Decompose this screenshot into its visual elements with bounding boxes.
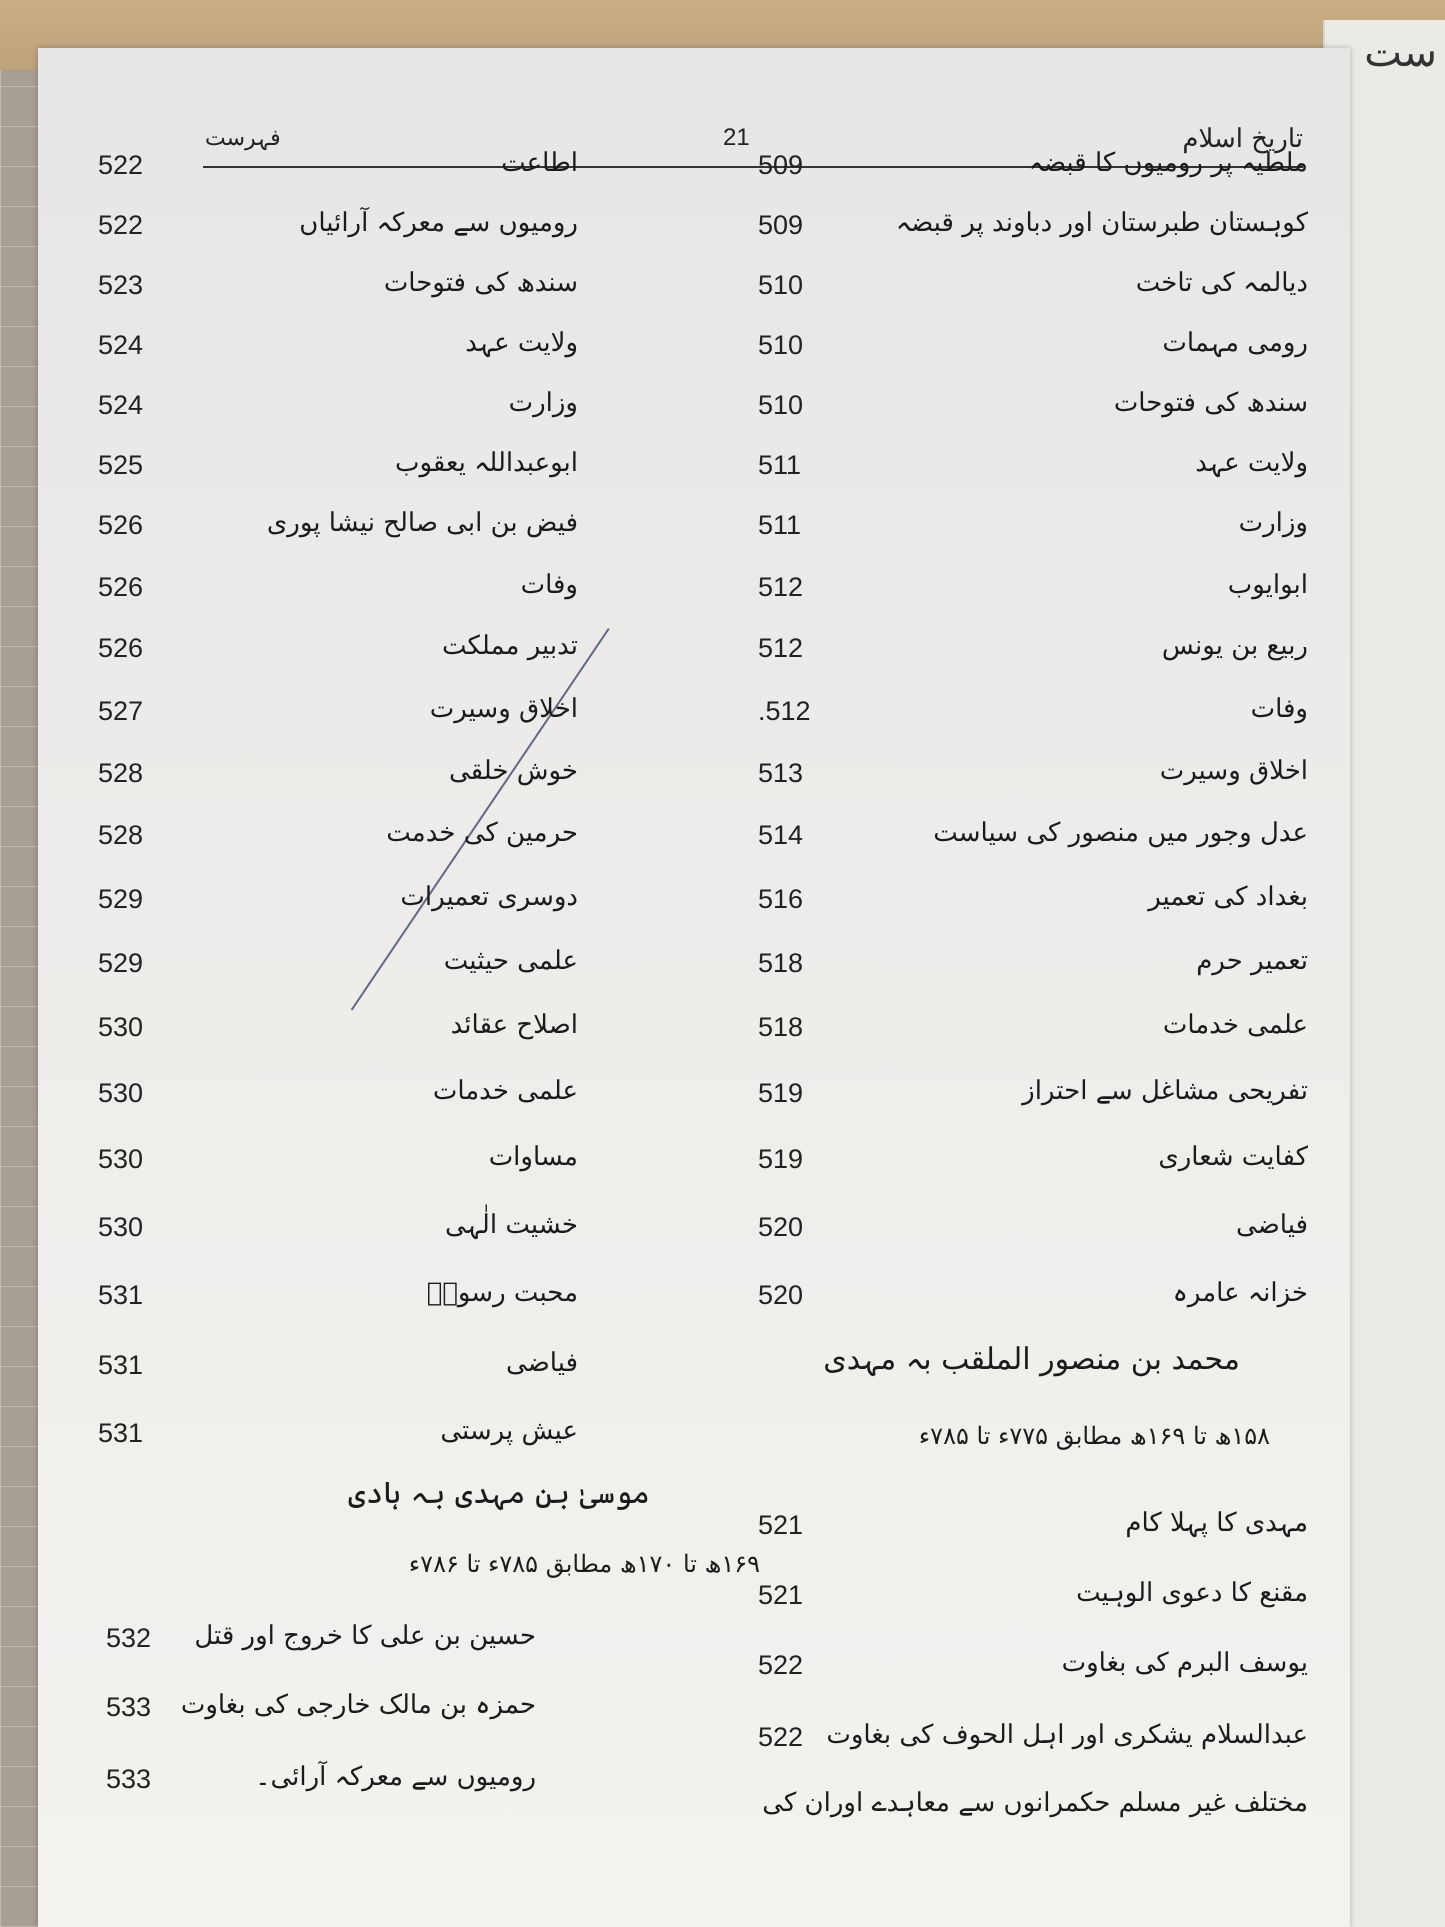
entry-page: 532 xyxy=(106,1623,152,1653)
entry-title: علمی خدمات xyxy=(1162,1010,1308,1040)
entry-title: وفات xyxy=(520,570,578,600)
entry-page: 526 xyxy=(98,510,144,540)
section-label: فہرست xyxy=(205,126,281,151)
entry-page: 519 xyxy=(758,1078,804,1108)
entry-title: وفات xyxy=(1250,694,1308,724)
toc-entry[interactable] xyxy=(98,1010,1298,1050)
entry-page: 514 xyxy=(758,820,804,850)
toc-entry[interactable] xyxy=(106,1762,1306,1802)
entry-title: عدل وجور میں منصور کی سیاست xyxy=(933,818,1308,848)
toc-entry[interactable] xyxy=(98,1278,1298,1318)
entry-title: رومیوں سے معرکہ آرائی۔ xyxy=(255,1762,536,1792)
entry-page: 528 xyxy=(98,758,144,788)
next-page-fragment: ست xyxy=(1364,30,1437,76)
toc-entry[interactable] xyxy=(98,148,1298,188)
entry-page: 511 xyxy=(758,450,802,480)
toc-entry[interactable] xyxy=(98,1142,1298,1182)
entry-page: 522 xyxy=(98,150,144,180)
entry-page: 519 xyxy=(758,1144,804,1174)
toc-entry[interactable] xyxy=(98,946,1298,986)
entry-page: 512 xyxy=(758,633,804,663)
entry-title: فیض بن ابی صالح نیشا پوری xyxy=(266,508,578,538)
section-dates: ۱۵۸ھ تا ۱۶۹ھ مطابق ۷۷۵ء تا ۷۸۵ء xyxy=(918,1422,1270,1450)
entry-title: ربیع بن یونس xyxy=(1161,631,1308,661)
entry-title: ابوعبداللہ یعقوب xyxy=(395,448,578,478)
toc-entry[interactable] xyxy=(98,388,1298,428)
entry-page: 530 xyxy=(98,1078,144,1108)
entry-title: بغداد کی تعمیر xyxy=(1148,882,1308,912)
toc-entry[interactable] xyxy=(98,208,1298,248)
entry-page: 526 xyxy=(98,572,144,602)
entry-title: تدبیر مملکت xyxy=(441,631,578,661)
entry-title: حمزہ بن مالک خارجی کی بغاوت xyxy=(180,1690,536,1720)
entry-title: اصلاح عقائد xyxy=(450,1010,578,1040)
entry-title: عیش پرستی xyxy=(440,1416,578,1446)
toc-entry[interactable] xyxy=(98,1210,1298,1250)
entry-title: حرمین کی خدمت xyxy=(386,818,578,848)
book-title: تاریخ اسلام xyxy=(1182,124,1303,154)
entry-title: خشیت الٰہی xyxy=(445,1210,578,1240)
entry-title: ملطیہ پر رومیوں کا قبضہ xyxy=(1028,148,1308,178)
entry-title: مقنع کا دعوی الوہیت xyxy=(1076,1578,1308,1608)
toc-entry[interactable] xyxy=(98,694,1298,734)
entry-page: 518 xyxy=(758,948,804,978)
entry-page: 527 xyxy=(98,696,144,726)
entry-page: 533 xyxy=(106,1692,152,1722)
entry-page: 521 xyxy=(758,1510,804,1540)
entry-title: کفایت شعاری xyxy=(1158,1142,1308,1172)
entry-page: 533 xyxy=(106,1764,152,1794)
entry-page: 509 xyxy=(758,210,804,240)
entry-page: 526 xyxy=(98,633,144,663)
entry-title: دیالمہ کی تاخت xyxy=(1135,268,1308,298)
entry-page: 510 xyxy=(758,270,804,300)
entry-page: 530 xyxy=(98,1212,144,1242)
entry-page: 516 xyxy=(758,884,804,914)
toc-entry[interactable] xyxy=(98,570,1298,610)
entry-title: ابوایوب xyxy=(1227,570,1308,600)
entry-title: سندھ کی فتوحات xyxy=(1113,388,1308,418)
entry-title: عبدالسلام یشکری اور اہل الحوف کی بغاوت xyxy=(826,1720,1308,1750)
entry-page: 523 xyxy=(98,270,144,300)
entry-title: خوش خلقی xyxy=(448,756,578,786)
entry-page: 510 xyxy=(758,390,804,420)
toc-entry[interactable] xyxy=(98,1076,1298,1116)
entry-title: رومی مہمات xyxy=(1162,328,1308,358)
entry-page: 522 xyxy=(758,1722,804,1752)
entry-title: ولایت عہد xyxy=(1195,448,1308,478)
entry-title: محبت رسولؐ xyxy=(426,1278,578,1308)
entry-page: 531 xyxy=(98,1418,144,1448)
entry-page: 524 xyxy=(98,390,144,420)
entry-page: 513 xyxy=(758,758,804,788)
book-page xyxy=(38,48,1350,1927)
toc-entry[interactable] xyxy=(758,1508,1308,1548)
toc-entry[interactable] xyxy=(98,882,1298,922)
entry-title: رومیوں سے معرکہ آرائیاں xyxy=(299,208,578,238)
toc-entry[interactable] xyxy=(106,1690,1306,1730)
entry-title: تعمیر حرم xyxy=(1196,946,1308,976)
toc-entry[interactable] xyxy=(106,1621,1306,1661)
entry-title: ولایت عہد xyxy=(465,328,578,358)
toc-entry[interactable] xyxy=(98,448,1298,488)
entry-page: 510 xyxy=(758,330,804,360)
entry-title: کوہستان طبرستان اور دباوند پر قبضہ xyxy=(895,208,1308,238)
entry-title: مختلف غیر مسلم حکمرانوں سے معاہدے اوران کی xyxy=(762,1788,1308,1818)
entry-page: 530 xyxy=(98,1012,144,1042)
toc-entry[interactable] xyxy=(98,756,1298,796)
entry-title: مہدی کا پہلا کام xyxy=(1125,1508,1308,1538)
entry-page: 520 xyxy=(758,1280,804,1310)
entry-title: اطاعت xyxy=(501,148,578,178)
entry-page: 522 xyxy=(758,1650,804,1680)
entry-page: 531 xyxy=(98,1350,144,1380)
entry-page: 524 xyxy=(98,330,144,360)
entry-page: .512 xyxy=(758,696,811,726)
entry-title: یوسف البرم کی بغاوت xyxy=(1061,1648,1308,1678)
entry-page: 525 xyxy=(98,450,144,480)
section-heading: موسیٰ بن مہدی بہ ہادی xyxy=(348,1476,650,1511)
entry-page: 511 xyxy=(758,510,802,540)
entry-page: 529 xyxy=(98,884,144,914)
entry-title: علمی حیثیت xyxy=(443,946,578,976)
entry-title: علمی خدمات xyxy=(432,1076,578,1106)
entry-title: وزارت xyxy=(508,388,578,418)
toc-entry[interactable] xyxy=(98,328,1298,368)
toc-entry[interactable] xyxy=(758,1578,1308,1618)
entry-page: 531 xyxy=(98,1280,144,1310)
toc-entry[interactable] xyxy=(98,631,1298,671)
entry-title: مساوات xyxy=(488,1142,578,1172)
entry-title: دوسری تعمیرات xyxy=(400,882,578,912)
entry-title: اخلاق وسیرت xyxy=(1159,756,1308,786)
toc-entry[interactable] xyxy=(98,508,1298,548)
entry-page: 529 xyxy=(98,948,144,978)
entry-title: خزانہ عامرہ xyxy=(1172,1278,1308,1308)
entry-title: تفریحی مشاغل سے احتراز xyxy=(1022,1076,1308,1106)
entry-page: 518 xyxy=(758,1012,804,1042)
page-number: 21 xyxy=(723,124,750,151)
entry-page: 522 xyxy=(98,210,144,240)
toc-entry[interactable] xyxy=(98,268,1298,308)
entry-page: 528 xyxy=(98,820,144,850)
section-dates: ۱۶۹ھ تا ۱۷۰ھ مطابق ۷۸۵ء تا ۷۸۶ء xyxy=(408,1550,760,1578)
entry-page: 512 xyxy=(758,572,804,602)
entry-title: سندھ کی فتوحات xyxy=(383,268,578,298)
entry-page: 509 xyxy=(758,150,804,180)
entry-page: 520 xyxy=(758,1212,804,1242)
entry-title: فیاضی xyxy=(506,1348,578,1378)
entry-title: حسین بن علی کا خروج اور قتل xyxy=(194,1621,536,1651)
entry-title: اخلاق وسیرت xyxy=(429,694,578,724)
section-heading: محمد بن منصور الملقب بہ مہدی xyxy=(823,1342,1240,1377)
entry-title: فیاضی xyxy=(1236,1210,1308,1240)
toc-entry[interactable] xyxy=(98,818,1298,858)
entry-page: 530 xyxy=(98,1144,144,1174)
entry-title: وزارت xyxy=(1238,508,1308,538)
entry-page: 521 xyxy=(758,1580,804,1610)
